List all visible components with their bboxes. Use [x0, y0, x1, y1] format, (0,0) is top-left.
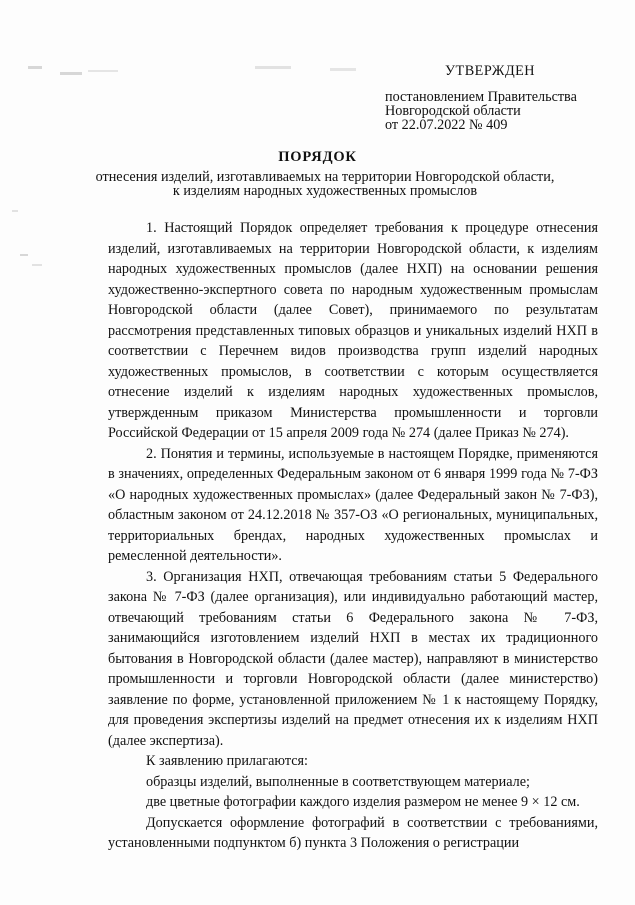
document-subtitle: [60, 170, 590, 198]
scan-noise: [330, 68, 356, 71]
paragraph-attachment-2: две цветные фотографии каждого изделия размером не менее 9 × 12 см.: [146, 794, 580, 810]
paragraph-attachments-intro: К заявлению прилагаются:: [146, 753, 308, 769]
subtitle-line-1: отнесения изделий, изготавливаемых на территории Новгородской области,: [95, 169, 555, 185]
scan-noise: [60, 72, 82, 75]
approval-block: [385, 64, 625, 132]
approval-line-3: от 22.07.2022 № 409: [385, 117, 508, 133]
scan-noise: [255, 66, 291, 69]
scan-noise: [88, 70, 118, 72]
approval-line-2: Новгородской области: [385, 103, 521, 119]
paragraph-3: 3. Организация НХП, отвечающая требованиям статьи 5 Федерального закона № 7-ФЗ (далее организация), или индивидуально работающий мастер, отвечающий требованиям статьи 6 Федерального закона № 7-ФЗ, занимающийся изготовлением изделий НХП в местах их традиционного бытования в Новгородской области (далее мастер), направляют в министерство промышленности и торговли Новгородской области (далее министерство) заявление по форме, установленной приложением № 1 к настоящему Порядку, для проведения экспертизы изделий на предмет отнесения их к изделиям НХП (далее экспертиза).: [108, 568, 598, 749]
paragraph-1: 1. Настоящий Порядок определяет требования к процедуре отнесения изделий, изготавливаемых на территории Новгородской области, к изделиям народных художественных промыслов (далее НХП) на основании решения художественно-экспертного совета по народным художественным промыслам Новгородской области (далее Совет), принимаемого по результатам рассмотрения представленных типовых образцов и уникальных изделий НХП в соответствии с Перечнем видов производства групп изделий народных художественных промыслов, в соответствии с которым осуществляется отнесение изделий к изделиям народных художественных промыслов, утвержденным приказом Министерства промышленности и торговли Российской Федерации от 15 апреля 2009 года № 274 (далее Приказ № 274).: [108, 220, 598, 441]
scan-noise: [12, 210, 18, 212]
scan-noise: [28, 66, 42, 69]
document-title: ПОРЯДОК: [278, 149, 357, 165]
scan-noise: [20, 254, 28, 256]
paragraph-2: 2. Понятия и термины, используемые в настоящем Порядке, применяются в значениях, определенных Федеральным законом от 6 января 1999 года № 7-ФЗ «О народных художественных промыслах» (далее Федеральный закон № 7-ФЗ), областным законом от 24.12.2018 № 357-ОЗ «О региональных, муниципальных, территориальных брендах, народных художественных промыслах и ремесленной деятельности».: [108, 445, 598, 564]
approval-line-1: постановлением Правительства: [385, 89, 577, 105]
paragraph-attachment-1: образцы изделий, выполненные в соответствующем материале;: [146, 773, 530, 790]
approval-heading: УТВЕРЖДЕН: [445, 63, 536, 79]
scan-noise: [32, 264, 42, 266]
document-body: [108, 218, 598, 854]
subtitle-line-2: к изделиям народных художественных промыслов: [172, 183, 478, 199]
paragraph-photos: Допускается оформление фотографий в соответствии с требованиями, установленными подпунктом б) пункта 3 Положения о регистрации: [108, 814, 598, 851]
